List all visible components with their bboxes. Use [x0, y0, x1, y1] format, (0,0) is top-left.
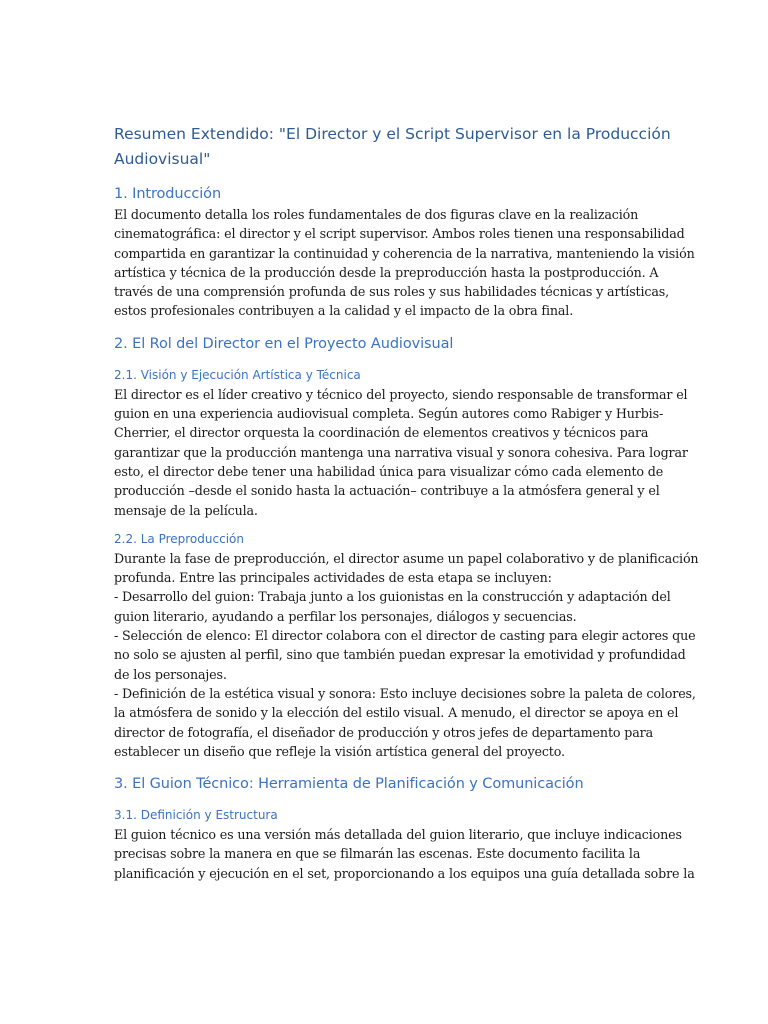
- document-page: [114, 122, 699, 883]
- paragraph-line: director de fotografía, el diseñador de producción y otros jefes de departamento para: [114, 724, 653, 740]
- paragraph-line: - Definición de la estética visual y sonora: Esto incluye decisiones sobre la paleta de colores,: [114, 685, 696, 701]
- section-heading-guion-tecnico: 3. El Guion Técnico: Herramienta de Planificación y Comunicación: [114, 776, 584, 793]
- section-heading-rol-director: 2. El Rol del Director en el Proyecto Audiovisual: [114, 335, 454, 352]
- spacer: [114, 795, 662, 806]
- spacer: [114, 761, 662, 773]
- paragraph-line: garantizar que la producción mantenga una narrativa visual y sonora cohesiva. Para lograr: [114, 444, 688, 460]
- subsection-heading-preproduccion: 2.2. La Preproducción: [114, 531, 244, 546]
- paragraph-line: El director es el líder creativo y técnico del proyecto, siendo responsable de transformar el: [114, 386, 688, 402]
- paragraph-line: no solo se ajusten al perfil, sino que también puedan expresar la emotividad y profundidad: [114, 647, 686, 663]
- title-line: Audiovisual": [114, 150, 211, 168]
- paragraph-line: mensaje de la película.: [114, 502, 258, 518]
- section-heading-introduccion: 1. Introducción: [114, 186, 222, 202]
- paragraph-line: guion en una experiencia audiovisual completa. Según autores como Rabiger y Hurbis-: [114, 406, 664, 422]
- paragraph-line: artística y técnica de la producción desde la preproducción hasta la postproducción. A: [114, 264, 659, 280]
- paragraph-line: esto, el director debe tener una habilidad única para visualizar cómo cada elemento de: [114, 463, 664, 479]
- paragraph-line: estos profesionales contribuyen a la calidad y el impacto de la obra final.: [114, 303, 574, 319]
- title-line: Resumen Extendido: "El Director y el Script Supervisor en la Producción: [114, 125, 671, 143]
- subsection-paragraph-definicion: [114, 825, 695, 883]
- paragraph-line: de los personajes.: [114, 666, 227, 682]
- paragraph-line: - Desarrollo del guion: Trabaja junto a los guionistas en la construcción y adaptación del: [114, 589, 671, 605]
- paragraph-line: precisas sobre la manera en que se filmarán las escenas. Este documento facilita la: [114, 846, 641, 862]
- spacer: [114, 321, 662, 333]
- section-paragraph-introduccion: [114, 205, 695, 321]
- paragraph-line: cinematográfica: el director y el script supervisor. Ambos roles tienen una responsabilidad: [114, 226, 685, 242]
- subsection-heading-definicion: 3.1. Definición y Estructura: [114, 808, 278, 823]
- paragraph-line: El guion técnico es una versión más detallada del guion literario, que incluye indicaciones: [114, 827, 682, 843]
- paragraph-line: compartida en garantizar la continuidad y coherencia de la narrativa, manteniendo la visión: [114, 245, 695, 261]
- paragraph-line: través de una comprensión profunda de sus roles y sus habilidades técnicas y artísticas,: [114, 284, 670, 300]
- paragraph-line: planificación y ejecución en el set, proporcionando a los equipos una guía detallada sobre la: [114, 865, 695, 881]
- paragraph-line: El documento detalla los roles fundamentales de dos figuras clave en la realización: [114, 207, 639, 222]
- paragraph-line: Cherrier, el director orquesta la coordinación de elementos creativos y técnicos para: [114, 425, 649, 441]
- paragraph-line: la atmósfera de sonido y la elección del estilo visual. A menudo, el director se apoya en el: [114, 705, 679, 721]
- paragraph-line: establecer un diseño que refleje la visión artística general del proyecto.: [114, 743, 565, 759]
- paragraph-line: guion literario, ayudando a perfilar los personajes, diálogos y secuencias.: [114, 608, 577, 624]
- subsection-heading-vision: 2.1. Visión y Ejecución Artística y Técnica: [114, 367, 361, 382]
- spacer: [114, 520, 662, 530]
- document-title: [114, 122, 671, 172]
- paragraph-line: Durante la fase de preproducción, el director asume un papel colaborativo y de planificación: [114, 550, 699, 566]
- subsection-paragraph-vision: [114, 385, 688, 520]
- subsection-paragraph-preproduccion: [114, 549, 699, 761]
- paragraph-line: - Selección de elenco: El director colabora con el director de casting para elegir actores que: [114, 628, 696, 644]
- paragraph-line: producción –desde el sonido hasta la actuación– contribuye a la atmósfera general y el: [114, 483, 660, 499]
- spacer: [114, 355, 662, 366]
- paragraph-line: profunda. Entre las principales actividades de esta etapa se incluyen:: [114, 570, 552, 586]
